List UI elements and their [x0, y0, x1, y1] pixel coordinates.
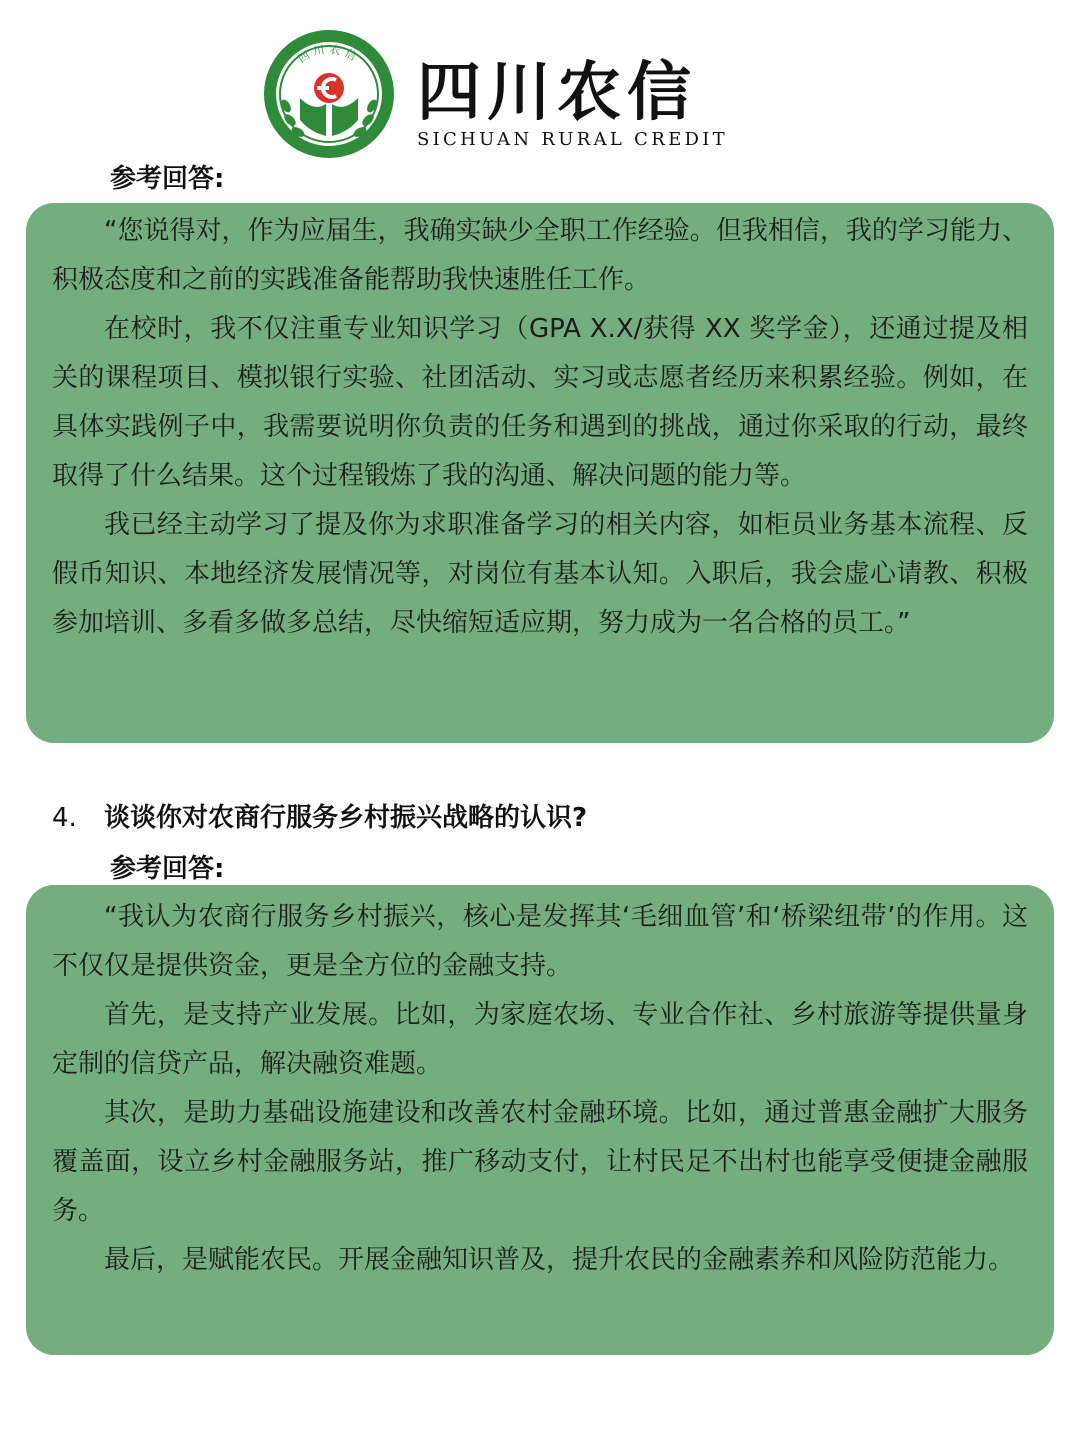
answer-paragraph: 在校时，我不仅注重专业知识学习（GPA X.X/获得 XX 奖学金），还通过提及相关的课程项目、模拟银行实验、社团活动、实习或志愿者经历来积累经验。例如，在具体实践例子中，我需要说明你负责的任务和遇到的挑战，通过你采取的行动，最终取得了什么结果。这个过程锻炼了我的沟通、解决问题的能力等。 — [52, 314, 1028, 491]
question-number: 4. — [52, 803, 77, 833]
brand-name-english: SICHUAN RURAL CREDIT — [417, 129, 728, 150]
answer-paragraph: 首先，是支持产业发展。比如，为家庭农场、专业合作社、乡村旅游等提供量身定制的信贷产品，解决融资难题。 — [52, 1000, 1028, 1079]
reference-answer-label: 参考回答: — [110, 164, 225, 194]
question-text: 谈谈你对农商行服务乡村振兴战略的认识? — [104, 803, 588, 833]
brand-name-chinese: 四川农信 — [417, 55, 697, 130]
answer-box-1 — [26, 203, 1054, 743]
answer-paragraph: “我认为农商行服务乡村振兴，核心是发挥其‘毛细血管’和‘桥梁纽带’的作用。这不仅仅是提供资金，更是全方位的金融支持。 — [52, 902, 1028, 981]
sichuan-rural-credit-logo-icon — [262, 28, 396, 160]
reference-answer-label: 参考回答: — [110, 854, 225, 884]
answer-paragraph: 最后，是赋能农民。开展金融知识普及，提升农民的金融素养和风险防范能力。 — [104, 1245, 1015, 1275]
answer-paragraph: 其次，是助力基础设施建设和改善农村金融环境。比如，通过普惠金融扩大服务覆盖面，设立乡村金融服务站，推广移动支付，让村民足不出村也能享受便捷金融服务。 — [52, 1098, 1028, 1226]
header — [262, 28, 762, 160]
answer-box-2 — [26, 885, 1054, 1355]
question-heading — [52, 800, 587, 836]
answer-paragraph: “您说得对，作为应届生，我确实缺少全职工作经验。但我相信，我的学习能力、积极态度和之前的实践准备能帮助我快速胜任工作。 — [52, 216, 1028, 295]
svg-text:四川农信: 四川农信 — [295, 42, 363, 66]
answer-paragraph: 我已经主动学习了提及你为求职准备学习的相关内容，如柜员业务基本流程、反假币知识、本地经济发展情况等，对岗位有基本认知。入职后，我会虚心请教、积极参加培训、多看多做多总结，尽快缩短适应期，努力成为一名合格的员工。” — [52, 510, 1028, 638]
